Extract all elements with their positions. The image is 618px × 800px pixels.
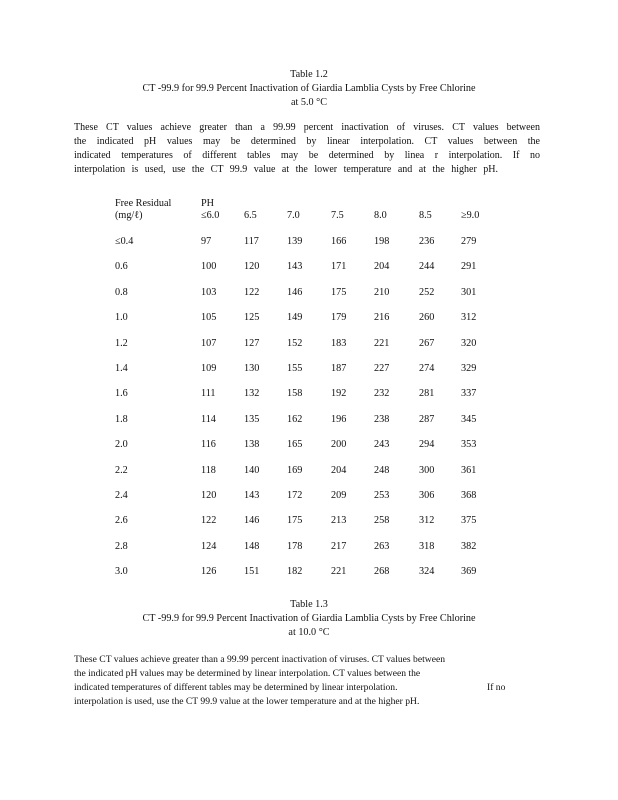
ph-column-header: 6.5 <box>244 210 257 221</box>
ct-value-cell: 291 <box>461 261 477 272</box>
ct-value-cell: 114 <box>201 414 216 425</box>
ct-value-cell: 146 <box>244 515 260 526</box>
ct-value-cell: 221 <box>374 338 390 349</box>
ct-value-cell: 118 <box>201 465 216 476</box>
ct-value-cell: 171 <box>331 261 347 272</box>
ct-value-cell: 138 <box>244 439 260 450</box>
residual-cell: 2.2 <box>115 465 128 476</box>
ct-value-cell: 329 <box>461 363 477 374</box>
ct-value-cell: 353 <box>461 439 477 450</box>
table-1-2-title: CT -99.9 for 99.9 Percent Inactivation of Giardia Lamblia Cysts by Free Chlorine <box>142 83 476 94</box>
ct-value-cell: 301 <box>461 287 477 298</box>
ct-value-cell: 324 <box>419 566 435 577</box>
ct-value-cell: 287 <box>419 414 435 425</box>
ct-value-cell: 200 <box>331 439 347 450</box>
table-1-3-number: Table 1.3 <box>290 599 328 610</box>
ct-value-cell: 204 <box>374 261 390 272</box>
ct-value-cell: 213 <box>331 515 347 526</box>
ct-value-cell: 268 <box>374 566 390 577</box>
residual-cell: 0.6 <box>115 261 128 272</box>
ct-value-cell: 179 <box>331 312 347 323</box>
ct-value-cell: 361 <box>461 465 477 476</box>
if-no-text: If no <box>487 682 506 693</box>
note-line: These CT values achieve greater than a 99.99 percent inactivation of viruses. CT values between <box>74 654 446 665</box>
ct-value-cell: 320 <box>461 338 477 349</box>
residual-cell: 1.2 <box>115 338 128 349</box>
ct-value-cell: 238 <box>374 414 390 425</box>
ct-value-cell: 122 <box>201 515 217 526</box>
ct-value-cell: 221 <box>331 566 347 577</box>
ct-value-cell: 109 <box>201 363 217 374</box>
ct-value-cell: 165 <box>287 439 303 450</box>
ct-value-cell: 111 <box>201 388 216 399</box>
ct-value-cell: 135 <box>244 414 260 425</box>
ph-column-header: ≤6.0 <box>201 210 220 221</box>
ct-value-cell: 127 <box>244 338 260 349</box>
table-1-2-note <box>74 121 540 177</box>
ph-column-header: 8.5 <box>419 210 432 221</box>
residual-cell: 1.0 <box>115 312 128 323</box>
ct-value-cell: 166 <box>331 236 347 247</box>
ct-value-cell: 258 <box>374 515 390 526</box>
residual-cell: 1.8 <box>115 414 128 425</box>
note-line: the indicated pH values may be determined by linear interpolation. CT values between the <box>74 668 421 679</box>
ct-value-cell: 279 <box>461 236 477 247</box>
ct-value-cell: 232 <box>374 388 390 399</box>
ct-value-cell: 130 <box>244 363 260 374</box>
ct-value-cell: 143 <box>244 490 260 501</box>
note-line: indicated temperatures of different tables may be determined by linear interpolation. <box>74 682 398 693</box>
ph-column-header: 7.0 <box>287 210 300 221</box>
ct-value-cell: 116 <box>201 439 216 450</box>
ct-value-cell: 120 <box>201 490 217 501</box>
ct-value-cell: 120 <box>244 261 260 272</box>
ct-value-cell: 209 <box>331 490 347 501</box>
ct-value-cell: 368 <box>461 490 477 501</box>
ct-value-cell: 217 <box>331 541 347 552</box>
ct-value-cell: 126 <box>201 566 217 577</box>
table-1-3-temperature: at 10.0 °C <box>288 627 330 638</box>
ct-value-cell: 244 <box>419 261 435 272</box>
residual-cell: 2.8 <box>115 541 128 552</box>
ct-value-cell: 312 <box>419 515 435 526</box>
ct-value-cell: 369 <box>461 566 477 577</box>
ct-value-cell: 169 <box>287 465 303 476</box>
ct-value-cell: 306 <box>419 490 435 501</box>
table-1-2-temperature: at 5.0 °C <box>290 97 328 108</box>
ph-column-header: 8.0 <box>374 210 387 221</box>
residual-cell: 0.8 <box>115 287 128 298</box>
ct-value-cell: 139 <box>287 236 303 247</box>
note-line: interpolation is used, use the CT 99.9 value at the lower temperature and at the higher pH. <box>74 164 498 175</box>
ct-value-cell: 140 <box>244 465 260 476</box>
ct-value-cell: 162 <box>287 414 303 425</box>
residual-cell: 3.0 <box>115 566 128 577</box>
ct-value-cell: 248 <box>374 465 390 476</box>
ct-value-cell: 243 <box>374 439 390 450</box>
ct-value-cell: 196 <box>331 414 347 425</box>
ct-value-cell: 274 <box>419 363 435 374</box>
ct-value-cell: 198 <box>374 236 390 247</box>
ct-value-cell: 107 <box>201 338 217 349</box>
residual-cell: 2.4 <box>115 490 128 501</box>
note-line: indicated temperatures of different tables may be determined by linea r interpolation. If no <box>74 150 540 161</box>
ct-value-cell: 117 <box>244 236 259 247</box>
ct-value-cell: 318 <box>419 541 435 552</box>
ct-value-cell: 155 <box>287 363 303 374</box>
ct-value-cell: 267 <box>419 338 435 349</box>
ct-value-cell: 337 <box>461 388 477 399</box>
residual-cell: 1.4 <box>115 363 128 374</box>
ct-value-cell: 312 <box>461 312 477 323</box>
ct-value-cell: 124 <box>201 541 217 552</box>
ct-value-cell: 281 <box>419 388 435 399</box>
note-line: interpolation is used, use the CT 99.9 value at the lower temperature and at the higher pH. <box>74 696 420 707</box>
ct-value-cell: 105 <box>201 312 217 323</box>
ct-value-cell: 148 <box>244 541 260 552</box>
residual-cell: 2.6 <box>115 515 128 526</box>
ct-value-cell: 263 <box>374 541 390 552</box>
ct-value-cell: 375 <box>461 515 477 526</box>
ct-value-cell: 210 <box>374 287 390 298</box>
ct-value-cell: 175 <box>331 287 347 298</box>
residual-cell: 2.0 <box>115 439 128 450</box>
ct-value-cell: 151 <box>244 566 260 577</box>
ct-value-cell: 182 <box>287 566 303 577</box>
ct-value-cell: 132 <box>244 388 260 399</box>
ct-value-cell: 103 <box>201 287 217 298</box>
note-line: These CT values achieve greater than a 99.99 percent inactivation of viruses. CT values between <box>74 122 540 133</box>
ct-value-cell: 345 <box>461 414 477 425</box>
ct-value-cell: 183 <box>331 338 347 349</box>
ct-value-cell: 125 <box>244 312 260 323</box>
ct-value-cell: 382 <box>461 541 477 552</box>
ct-value-cell: 122 <box>244 287 260 298</box>
ct-value-cell: 152 <box>287 338 303 349</box>
ct-value-cell: 294 <box>419 439 435 450</box>
table-1-3-title: CT -99.9 for 99.9 Percent Inactivation of Giardia Lamblia Cysts by Free Chlorine <box>142 613 476 624</box>
residual-cell: 1.6 <box>115 388 128 399</box>
ct-value-cell: 227 <box>374 363 390 374</box>
ct-value-cell: 300 <box>419 465 435 476</box>
ct-value-cell: 236 <box>419 236 435 247</box>
header-ph: PH <box>201 198 215 209</box>
ph-column-header: ≥9.0 <box>461 210 480 221</box>
ct-value-cell: 253 <box>374 490 390 501</box>
ct-value-cell: 158 <box>287 388 303 399</box>
table-1-3-note <box>74 653 514 709</box>
ct-value-cell: 149 <box>287 312 303 323</box>
ct-value-cell: 97 <box>201 236 212 247</box>
table-1-2-number: Table 1.2 <box>290 69 328 80</box>
ct-value-cell: 146 <box>287 287 303 298</box>
ct-value-cell: 187 <box>331 363 347 374</box>
header-free-residual: Free Residual <box>115 198 172 209</box>
residual-cell: ≤0.4 <box>115 236 134 247</box>
ct-value-cell: 216 <box>374 312 390 323</box>
ct-value-cell: 192 <box>331 388 347 399</box>
ct-value-cell: 172 <box>287 490 303 501</box>
ct-value-cell: 260 <box>419 312 435 323</box>
ct-value-cell: 100 <box>201 261 217 272</box>
ct-value-cell: 143 <box>287 261 303 272</box>
ct-value-cell: 204 <box>331 465 347 476</box>
ph-column-header: 7.5 <box>331 210 344 221</box>
header-units: (mg/ℓ) <box>115 210 143 221</box>
ct-value-cell: 175 <box>287 515 303 526</box>
ct-value-cell: 252 <box>419 287 435 298</box>
ct-value-cell: 178 <box>287 541 303 552</box>
note-line: the indicated pH values may be determined by linear interpolation. CT values between the <box>74 136 540 147</box>
